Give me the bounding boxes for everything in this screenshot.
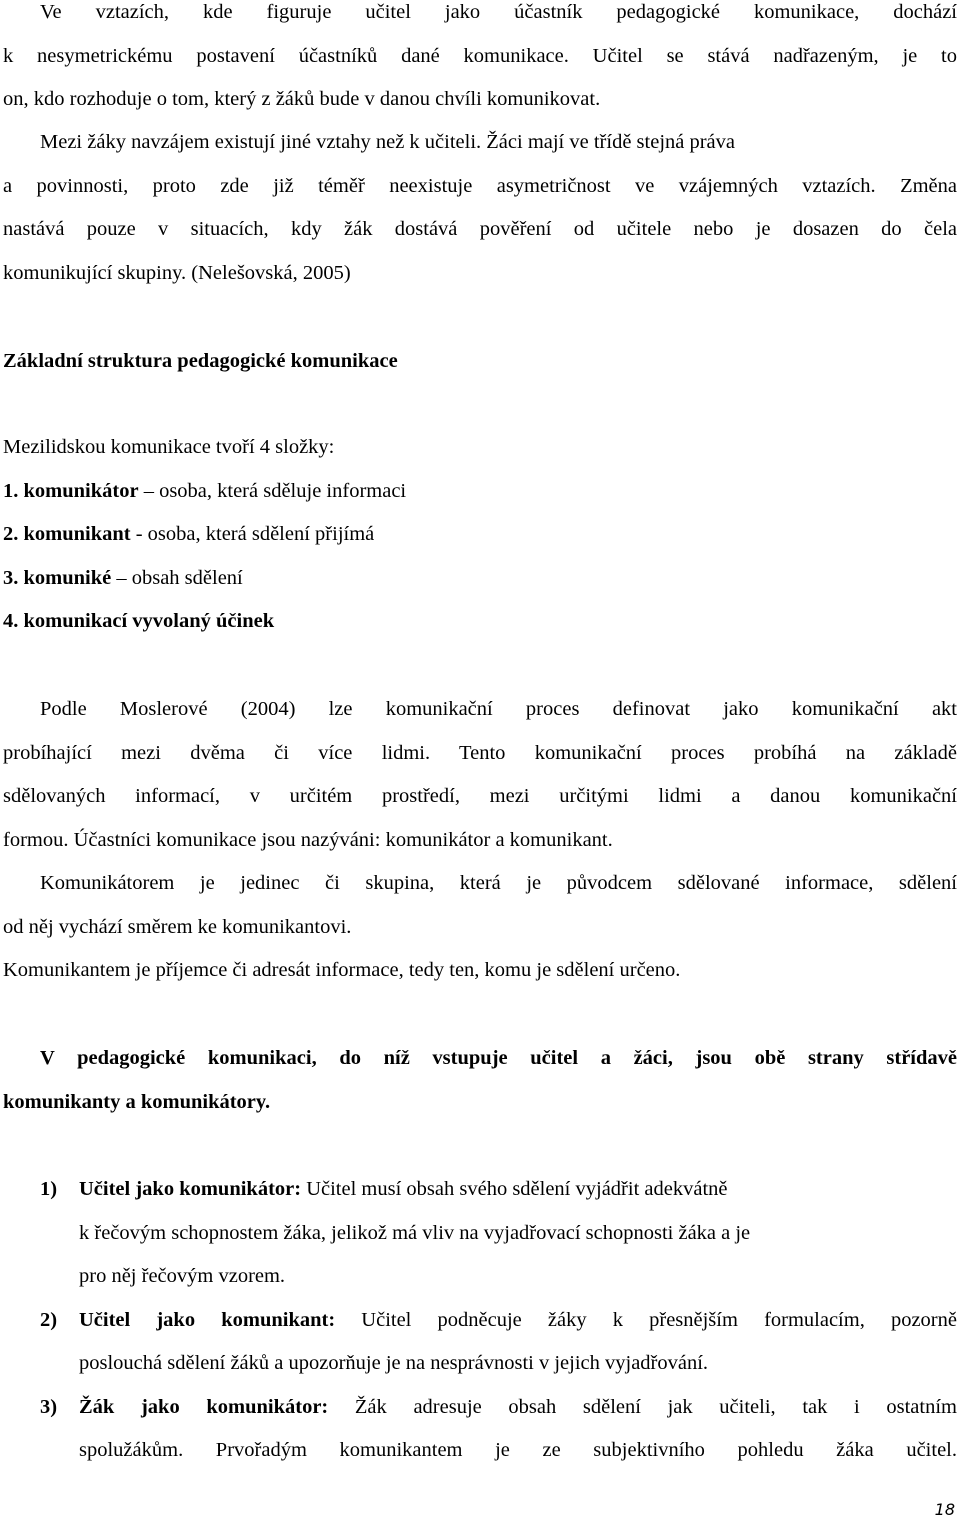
list-item <box>3 557 406 601</box>
text-line: Podle Moslerové (2004) lze komunikační proces definovat jako komunikační akt <box>40 698 957 720</box>
text-line <box>79 1386 957 1430</box>
text-line: Komunikátorem je jedinec či skupina, která je původcem sdělované informace, sdělení <box>40 872 957 894</box>
list-item <box>3 600 406 644</box>
paragraph-pupil-relations <box>3 121 957 295</box>
text-line: nastává pouze v situacích, kdy žák dostává pověření od učitele nebo je dosazen do čela <box>3 218 957 240</box>
role-item <box>3 1168 957 1299</box>
list-item-term: 2. komunikant <box>3 523 131 545</box>
list-item-term: 4. komunikací vyvolaný účinek <box>3 610 275 632</box>
components-intro: Mezilidskou komunikace tvoří 4 složky: <box>3 436 335 458</box>
role-number: 3) <box>40 1395 58 1418</box>
list-item-desc: – osoba, která sděluje informaci <box>138 479 407 502</box>
text-line: probíhající mezi dvěma či více lidmi. Tento komunikační proces probíhá na základě <box>3 741 957 764</box>
role-term: Učitel jako komunikant: <box>79 1308 336 1331</box>
paragraph-teacher-relations <box>3 0 957 122</box>
text-line: Komunikantem je příjemce či adresát informace, tedy ten, komu je sdělení určeno. <box>3 959 681 981</box>
role-item <box>3 1386 957 1473</box>
text-line: sdělovaných informací, v určitém prostředí, mezi určitými lidmi a danou komunikační <box>3 785 957 807</box>
list-item-term: 1. komunikátor <box>3 479 139 502</box>
role-text: Žák adresuje obsah sdělení jak učiteli, tak i ostatním <box>328 1395 957 1418</box>
text-line <box>79 1168 957 1212</box>
role-text: Učitel podněcuje žáky k přesnějším formulacím, pozorně <box>335 1308 957 1331</box>
text-line: Mezi žáky navzájem existují jiné vztahy než k učiteli. Žáci mají ve třídě stejná práva <box>40 131 736 153</box>
paragraph-communication-process <box>3 688 957 862</box>
text-line <box>79 1299 957 1343</box>
text-line: a povinnosti, proto zde již téměř neexistuje asymetričnost ve vzájemných vztazích. Změna <box>3 174 957 197</box>
list-item-desc: - osoba, která sdělení přijímá <box>130 523 375 545</box>
role-term: Učitel jako komunikátor: <box>79 1178 302 1200</box>
role-item <box>3 1299 957 1386</box>
list-item <box>3 513 406 557</box>
list-item <box>3 470 406 514</box>
text-line: k nesymetrickému postavení účastníků dané komunikace. Učitel se stává nadřazeným, je to <box>3 44 957 67</box>
role-number: 2) <box>40 1308 58 1331</box>
paragraph-recipient <box>3 949 957 993</box>
page-number: 18 <box>934 1500 955 1519</box>
role-number: 1) <box>40 1178 58 1200</box>
role-term: Žák jako komunikátor: <box>79 1395 329 1418</box>
list-item-term: 3. komuniké <box>3 566 112 589</box>
text-line: Ve vztazích, kde figuruje učitel jako účastník pedagogické komunikace, dochází <box>40 1 957 23</box>
text-line: poslouchá sdělení žáků a upozorňuje je na nesprávnosti v jejich vyjadřování. <box>79 1352 709 1374</box>
section-heading: Základní struktura pedagogické komunikace <box>3 350 398 372</box>
text-line: pro něj řečovým vzorem. <box>79 1265 286 1287</box>
bold-statement <box>3 1037 957 1124</box>
text-line: on, kdo rozhoduje o tom, který z žáků bude v danou chvíli komunikovat. <box>3 88 601 110</box>
text-line: V pedagogické komunikaci, do níž vstupuje učitel a žáci, jsou obě strany střídavě <box>40 1047 957 1069</box>
text-line: komunikující skupiny. (Nelešovská, 2005) <box>3 261 351 284</box>
components-list <box>3 426 406 644</box>
list-item-desc: – obsah sdělení <box>111 566 243 589</box>
text-line: k řečovým schopnostem žáka, jelikož má vliv na vyjadřovací schopnosti žáka a je <box>79 1221 751 1244</box>
text-line: komunikanty a komunikátory. <box>3 1090 271 1113</box>
roles-list <box>3 1168 957 1473</box>
role-text: Učitel musí obsah svého sdělení vyjádřit adekvátně <box>301 1178 728 1200</box>
text-line: spolužákům. Prvořadým komunikantem je ze subjektivního pohledu žáka učitel. <box>79 1439 957 1461</box>
paragraph-communicator <box>3 862 957 949</box>
text-line: od něj vychází směrem ke komunikantovi. <box>3 915 352 938</box>
text-line: formou. Účastníci komunikace jsou nazýváni: komunikátor a komunikant. <box>3 828 613 851</box>
